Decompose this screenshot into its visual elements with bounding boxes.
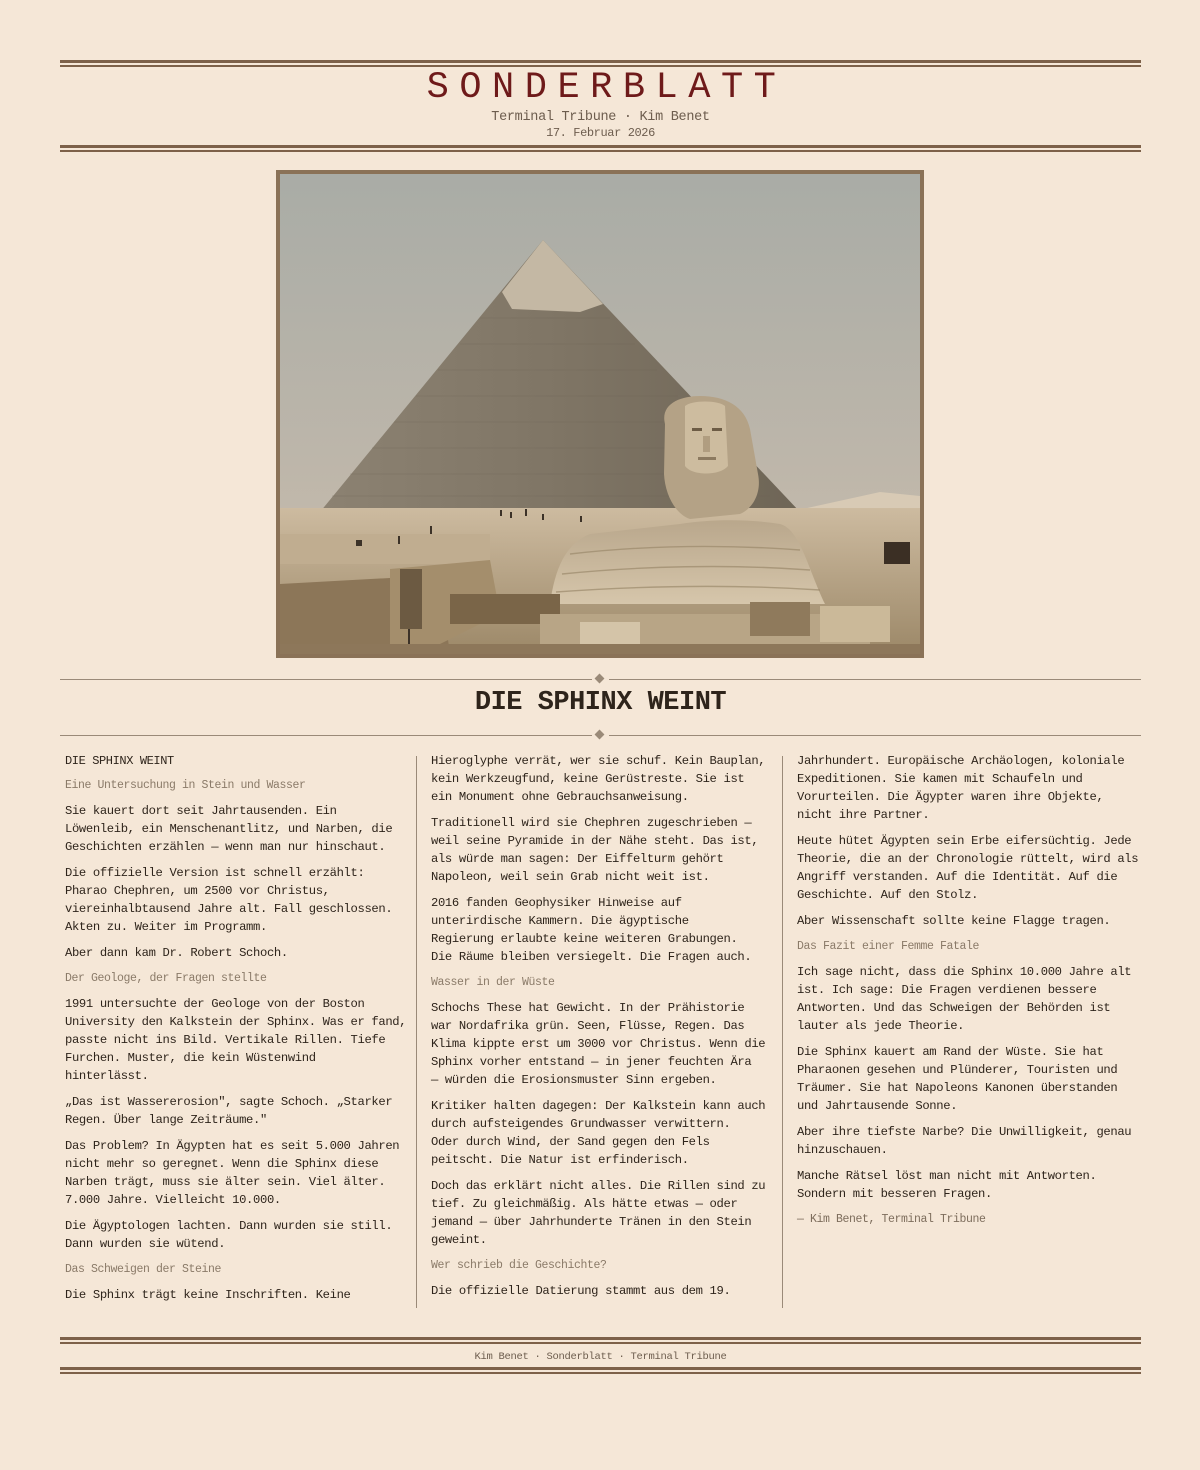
article-paragraph bbox=[431, 1097, 773, 1169]
paragraph-line: Theorie, die an der Chronologie rüttelt, wird als bbox=[797, 852, 1139, 866]
publication-date: 17. Februar 2026 bbox=[546, 126, 655, 140]
paragraph-line: Schochs These hat Gewicht. In der Prähistorie bbox=[431, 1001, 745, 1015]
footer-top-rule bbox=[60, 1337, 1141, 1344]
diamond-ornament-icon bbox=[595, 674, 605, 684]
lead-photo bbox=[276, 170, 924, 658]
article-paragraph bbox=[431, 894, 773, 966]
article-paragraph bbox=[65, 1137, 407, 1209]
paragraph-line: hinzuschauen. bbox=[797, 1143, 888, 1157]
paragraph-line: Doch das erklärt nicht alles. Die Rillen sind zu bbox=[431, 1179, 766, 1193]
paragraph-line: viereinhalbtausend Jahre alt. Fall geschlossen. bbox=[65, 902, 393, 916]
paragraph-line: lauter als jede Theorie. bbox=[797, 1019, 965, 1033]
article-paragraph bbox=[797, 912, 1139, 930]
paragraph-line: Traditionell wird sie Chephren zugeschrieben — bbox=[431, 816, 752, 830]
paragraph-line: Klima kippte erst um 3000 vor Christus. Wenn die bbox=[431, 1037, 766, 1051]
ornament-separator-bottom bbox=[60, 728, 1141, 742]
paragraph-line: Löwenleib, ein Menschenantlitz, und Narben, die bbox=[65, 822, 393, 836]
article-body bbox=[60, 752, 1141, 1308]
article-paragraph bbox=[431, 1177, 773, 1249]
article-paragraph bbox=[797, 1123, 1139, 1159]
article-subtitle: Eine Untersuchung in Stein und Wasser bbox=[65, 779, 306, 792]
article-kicker: DIE SPHINX WEINT bbox=[65, 754, 174, 768]
paragraph-line: Jahrhundert. Europäische Archäologen, koloniale bbox=[797, 754, 1125, 768]
paragraph-line: unterirdische Kammern. Die ägyptische bbox=[431, 914, 689, 928]
paragraph-line: geweint. bbox=[431, 1233, 487, 1247]
article-paragraph bbox=[431, 752, 773, 806]
paragraph-line: University den Kalkstein der Sphinx. Was er fand, bbox=[65, 1015, 407, 1029]
paragraph-line: Aber dann kam Dr. Robert Schoch. bbox=[65, 946, 288, 960]
paragraph-line: war Nordafrika grün. Seen, Flüsse, Regen. Das bbox=[431, 1019, 745, 1033]
article-paragraph bbox=[431, 814, 773, 886]
article-paragraph bbox=[431, 1282, 773, 1300]
masthead bbox=[60, 66, 1141, 140]
section-subheading: Wer schrieb die Geschichte? bbox=[431, 1259, 607, 1272]
paragraph-line: Die Sphinx kauert am Rand der Wüste. Sie hat bbox=[797, 1045, 1104, 1059]
diamond-ornament-icon bbox=[595, 730, 605, 740]
publication-title: SONDERBLATT bbox=[426, 67, 787, 109]
footer-bottom-rule bbox=[60, 1367, 1141, 1374]
paragraph-line: hinterlässt. bbox=[65, 1069, 149, 1083]
article-paragraph bbox=[797, 1043, 1139, 1115]
article-paragraph bbox=[65, 1286, 407, 1304]
column-divider bbox=[416, 756, 417, 1308]
paragraph-line: Oder durch Wind, der Sand gegen den Fels bbox=[431, 1135, 710, 1149]
paragraph-line: Napoleon, weil sein Grab nicht weit ist. bbox=[431, 870, 710, 884]
paragraph-line: weil seine Pyramide in der Nähe steht. Das ist, bbox=[431, 834, 759, 848]
paragraph-line: und Jahrtausende Sonne. bbox=[797, 1099, 958, 1113]
article-paragraph bbox=[65, 1217, 407, 1253]
paragraph-line: Aber Wissenschaft sollte keine Flagge tragen. bbox=[797, 914, 1111, 928]
paragraph-line: nicht mehr so geregnet. Wenn die Sphinx diese bbox=[65, 1157, 379, 1171]
masthead-bottom-rule bbox=[60, 145, 1141, 152]
article-paragraph bbox=[65, 944, 407, 962]
paragraph-line: „Das ist Wassererosion", sagte Schoch. „Starker bbox=[65, 1095, 393, 1109]
paragraph-line: Geschichten erzählen — wenn man nur hinschaut. bbox=[65, 840, 386, 854]
paragraph-line: Aber ihre tiefste Narbe? Die Unwilligkeit, genau bbox=[797, 1125, 1132, 1139]
paragraph-line: ein Monument ohne Gebrauchsanweisung. bbox=[431, 790, 689, 804]
paragraph-line: jemand — über Jahrhunderte Tränen in den Stein bbox=[431, 1215, 752, 1229]
publication-byline: Terminal Tribune · Kim Benet bbox=[491, 110, 710, 125]
paragraph-line: Die Ägyptologen lachten. Dann wurden sie still. bbox=[65, 1219, 393, 1233]
section-subheading: Das Schweigen der Steine bbox=[65, 1263, 222, 1276]
paragraph-line: 1991 untersuchte der Geologe von der Boston bbox=[65, 997, 365, 1011]
paragraph-line: durch aufsteigendes Grundwasser verwittern. bbox=[431, 1117, 731, 1131]
article-paragraph bbox=[797, 752, 1139, 824]
paragraph-line: Kritiker halten dagegen: Der Kalkstein kann auch bbox=[431, 1099, 766, 1113]
article-paragraph bbox=[797, 832, 1139, 904]
paragraph-line: Sphinx vorher entstand — in jener feuchten Ära bbox=[431, 1055, 752, 1069]
footer-credit: Kim Benet · Sonderblatt · Terminal Tribune bbox=[474, 1351, 727, 1363]
paragraph-line: nicht ihre Partner. bbox=[797, 808, 930, 822]
paragraph-line: Die Räume bleiben versiegelt. Die Fragen auch. bbox=[431, 950, 752, 964]
section-subheading: Wasser in der Wüste bbox=[431, 976, 555, 989]
paragraph-line: Dann wurden sie wütend. bbox=[65, 1237, 226, 1251]
paragraph-line: Narben trägt, muss sie älter sein. Viel älter. bbox=[65, 1175, 386, 1189]
author-signature: — Kim Benet, Terminal Tribune bbox=[797, 1213, 986, 1226]
article-paragraph bbox=[431, 999, 773, 1089]
paragraph-line: Regen. Über lange Zeiträume." bbox=[65, 1113, 267, 1127]
paragraph-line: Pharaonen gesehen und Plünderer, Touristen und bbox=[797, 1063, 1118, 1077]
paragraph-line: Hieroglyphe verrät, wer sie schuf. Kein Bauplan, bbox=[431, 754, 766, 768]
paragraph-line: Akten zu. Weiter im Programm. bbox=[65, 920, 267, 934]
paragraph-line: Heute hütet Ägypten sein Erbe eifersüchtig. Jede bbox=[797, 834, 1132, 848]
section-subheading: Das Fazit einer Femme Fatale bbox=[797, 940, 980, 953]
section-subheading: Der Geologe, der Fragen stellte bbox=[65, 972, 267, 985]
paragraph-line: tief. Zu gleichmäßig. Als hätte etwas — oder bbox=[431, 1197, 738, 1211]
paragraph-line: Regierung erlaubte keine weiteren Grabungen. bbox=[431, 932, 738, 946]
article-paragraph bbox=[65, 864, 407, 936]
paragraph-line: Die offizielle Version ist schnell erzählt: bbox=[65, 866, 365, 880]
paragraph-line: Geschichte. Auf den Stolz. bbox=[797, 888, 979, 902]
article-paragraph bbox=[65, 995, 407, 1085]
paragraph-line: Sie kauert dort seit Jahrtausenden. Ein bbox=[65, 804, 337, 818]
paragraph-line: Vorurteilen. Die Ägypter waren ihre Objekte, bbox=[797, 790, 1104, 804]
paragraph-line: als würde man sagen: Der Eiffelturm gehört bbox=[431, 852, 724, 866]
article-column-2 bbox=[431, 752, 773, 1308]
paragraph-line: Expeditionen. Sie kamen mit Schaufeln und bbox=[797, 772, 1083, 786]
paragraph-line: Ich sage nicht, dass die Sphinx 10.000 Jahre alt bbox=[797, 965, 1132, 979]
paragraph-line: Das Problem? In Ägypten hat es seit 5.000 Jahren bbox=[65, 1139, 400, 1153]
headline: DIE SPHINX WEINT bbox=[474, 688, 727, 718]
paragraph-line: 2016 fanden Geophysiker Hinweise auf bbox=[431, 896, 682, 910]
article-paragraph bbox=[797, 1167, 1139, 1203]
article-column-1 bbox=[65, 752, 407, 1308]
paragraph-line: Furchen. Muster, die kein Wüstenwind bbox=[65, 1051, 316, 1065]
paragraph-line: Antworten. Und das Schweigen der Behörden ist bbox=[797, 1001, 1111, 1015]
ornament-separator-top bbox=[60, 672, 1141, 686]
sphinx-pyramid-photo bbox=[280, 174, 920, 654]
article-column-3 bbox=[797, 752, 1139, 1308]
paragraph-line: Die Sphinx trägt keine Inschriften. Keine bbox=[65, 1288, 351, 1302]
article-paragraph bbox=[797, 963, 1139, 1035]
column-divider bbox=[782, 756, 783, 1308]
paragraph-line: Träumer. Sie hat Napoleons Kanonen überstanden bbox=[797, 1081, 1118, 1095]
paragraph-line: Manche Rätsel löst man nicht mit Antworten. bbox=[797, 1169, 1097, 1183]
article-paragraph bbox=[65, 802, 407, 856]
paragraph-line: — würden die Erosionsmuster Sinn ergeben. bbox=[431, 1073, 717, 1087]
paragraph-line: Sondern mit besseren Fragen. bbox=[797, 1187, 992, 1201]
paragraph-line: 7.000 Jahre. Vielleicht 10.000. bbox=[65, 1193, 281, 1207]
paragraph-line: Angriff verstanden. Auf die Identität. Auf die bbox=[797, 870, 1118, 884]
paragraph-line: Pharao Chephren, um 2500 vor Christus, bbox=[65, 884, 330, 898]
paragraph-line: peitscht. Die Natur ist erfinderisch. bbox=[431, 1153, 689, 1167]
paragraph-line: kein Werkzeugfund, keine Gerüstreste. Sie ist bbox=[431, 772, 745, 786]
paragraph-line: passte nicht ins Bild. Vertikale Rillen. Tiefe bbox=[65, 1033, 386, 1047]
paragraph-line: Die offizielle Datierung stammt aus dem 19. bbox=[431, 1284, 731, 1298]
paragraph-line: ist. Ich sage: Die Fragen verdienen bessere bbox=[797, 983, 1097, 997]
article-paragraph bbox=[65, 1093, 407, 1129]
